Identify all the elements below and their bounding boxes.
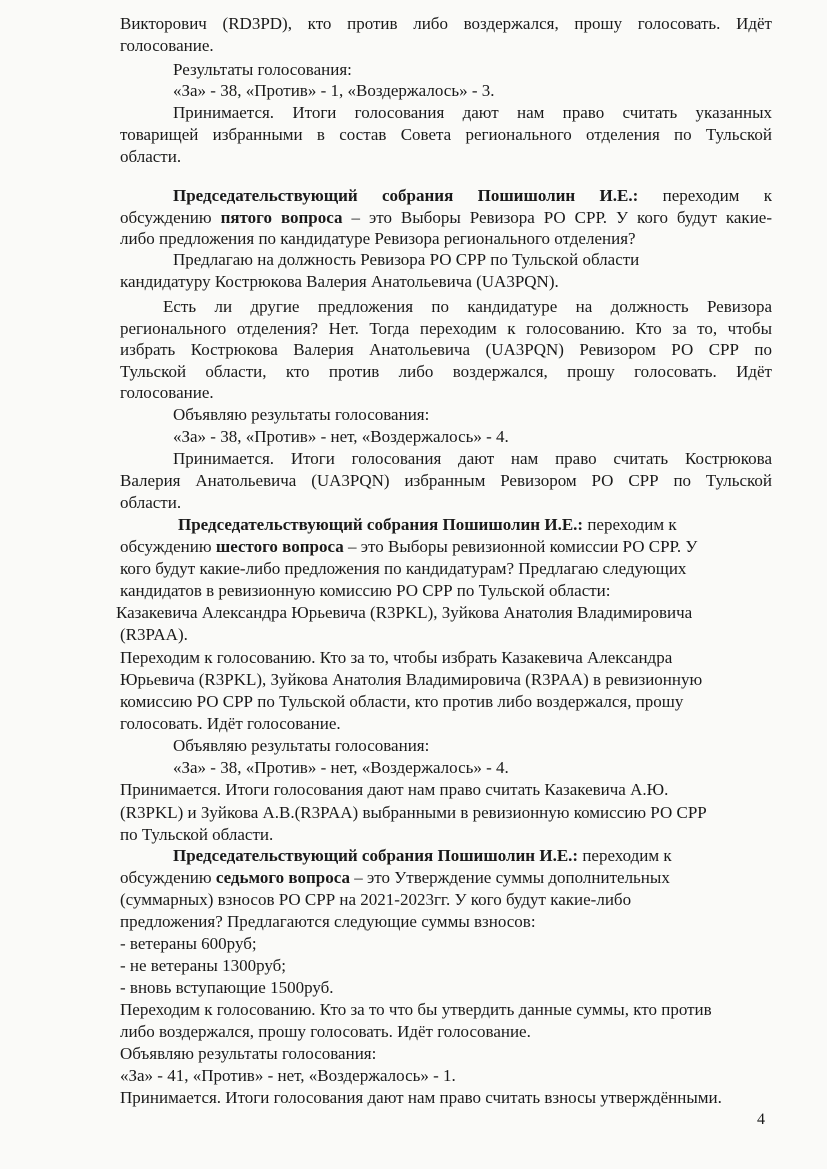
text-line: кандидатов в ревизионную комиссию РО СРР по Тульской области: xyxy=(120,581,611,600)
text-line: Объявляю результаты голосования: xyxy=(120,1044,377,1063)
text-line: «За» - 41, «Против» - нет, «Воздержалось» - 1. xyxy=(120,1066,456,1085)
text-line: предложения? Предлагаются следующие суммы взносов: xyxy=(120,912,536,931)
text-line: Принимается. Итоги голосования дают нам право считать взносы утверждёнными. xyxy=(120,1088,722,1107)
text-line: кого будут какие-либо предложения по кандидатурам? Предлагаю следующих xyxy=(120,559,687,578)
text-segment: обсуждению xyxy=(120,537,216,556)
text-line: Переходим к голосованию. Кто за то, чтобы избрать Казакевича Александра xyxy=(120,648,673,667)
text-line: комиссию РО СРР по Тульской области, кто против либо воздержался, прошу xyxy=(120,692,684,711)
text-line: товарищей избранными в состав Совета регионального отделения по Тульской xyxy=(120,125,772,144)
text-line: «За» - 38, «Против» - нет, «Воздержалось» - 4. xyxy=(173,427,509,446)
text-segment: переходим к xyxy=(583,515,677,534)
text-line: голосовать. Идёт голосование. xyxy=(120,714,341,733)
text-line: Есть ли другие предложения по кандидатуре на должность Ревизора xyxy=(163,297,772,316)
text-line: регионального отделения? Нет. Тогда переходим к голосованию. Кто за то, чтобы xyxy=(120,319,772,338)
text-line: области. xyxy=(120,147,182,166)
text-line: - вновь вступающие 1500руб. xyxy=(120,978,334,997)
text-line: Предлагаю на должность Ревизора РО СРР по Тульской области xyxy=(173,250,640,269)
text-line: Казакевича Александра Юрьевича (R3PKL), Зуйкова Анатолия Владимировича xyxy=(116,603,693,622)
text-segment: обсуждению xyxy=(120,868,216,887)
text-line xyxy=(120,868,670,888)
text-line: либо предложения по кандидатуре Ревизора регионального отделения? xyxy=(120,229,636,248)
text-line xyxy=(173,846,672,866)
text-line: «За» - 38, «Против» - нет, «Воздержалось» - 4. xyxy=(173,758,509,777)
text-line: Принимается. Итоги голосования дают нам право считать Кострюкова xyxy=(173,449,772,468)
text-line: голосование. xyxy=(120,383,214,402)
text-line: области. xyxy=(120,493,182,512)
text-segment: – это Утверждение суммы дополнительных xyxy=(349,868,670,887)
text-line: голосование. xyxy=(120,36,214,55)
text-line: Принимается. Итоги голосования дают нам право считать указанных xyxy=(173,103,772,122)
bold-text: седьмого вопроса xyxy=(215,868,350,887)
text-segment: обсуждению xyxy=(120,208,221,227)
text-line: Юрьевича (R3PKL), Зуйкова Анатолия Владимировича (R3PAA) в ревизионную xyxy=(120,670,703,689)
text-line: Валерия Анатольевича (UA3PQN) избранным Ревизором РО СРР по Тульской xyxy=(120,471,772,490)
bold-text: Председательствующий собрания Пошишолин И.Е.: xyxy=(178,515,584,534)
text-line: Принимается. Итоги голосования дают нам право считать Казакевича А.Ю. xyxy=(120,780,669,799)
text-line xyxy=(173,186,772,206)
text-line: кандидатуру Кострюкова Валерия Анатольевича (UA3PQN). xyxy=(120,272,559,291)
bold-text: шестого вопроса xyxy=(215,537,344,556)
text-line: по Тульской области. xyxy=(120,825,274,844)
text-line: Объявляю результаты голосования: xyxy=(173,736,430,755)
text-line: (R3PAA). xyxy=(120,625,188,644)
text-line: избрать Кострюкова Валерия Анатольевича (UA3PQN) Ревизором РО СРР по xyxy=(120,340,772,359)
text-line: (R3PKL) и Зуйкова А.В.(R3PAA) выбранными в ревизионную комиссию РО СРР xyxy=(120,803,707,822)
text-line: Переходим к голосованию. Кто за то что бы утвердить данные суммы, кто против xyxy=(120,1000,712,1019)
text-line: Викторович (RD3PD), кто против либо воздержался, прошу голосовать. Идёт xyxy=(120,14,772,33)
text-line xyxy=(178,515,677,535)
bold-text: Председательствующий собрания Пошишолин И.Е.: xyxy=(173,186,639,205)
text-line: Тульской области, кто против либо воздержался, прошу голосовать. Идёт xyxy=(120,362,772,381)
bold-text: пятого вопроса xyxy=(220,208,343,227)
text-line: Результаты голосования: xyxy=(173,60,352,79)
text-line: либо воздержался, прошу голосовать. Идёт голосование. xyxy=(120,1022,531,1041)
text-line: (суммарных) взносов РО СРР на 2021-2023гг. У кого будут какие-либо xyxy=(120,890,632,909)
text-line: - ветераны 600руб; xyxy=(120,934,257,953)
text-line: Объявляю результаты голосования: xyxy=(173,405,430,424)
page-number: 4 xyxy=(757,1111,765,1128)
text-segment: – это Выборы Ревизора РО СРР. У кого будут какие- xyxy=(342,208,772,227)
text-segment: переходим к xyxy=(578,846,672,865)
text-line xyxy=(120,208,772,228)
text-segment: – это Выборы ревизионной комиссии РО СРР. У xyxy=(343,537,698,556)
text-line xyxy=(120,537,697,557)
text-segment: переходим к xyxy=(638,186,772,205)
text-line: «За» - 38, «Против» - 1, «Воздержалось» - 3. xyxy=(173,81,495,100)
bold-text: Председательствующий собрания Пошишолин И.Е.: xyxy=(173,846,579,865)
text-line: - не ветераны 1300руб; xyxy=(120,956,286,975)
